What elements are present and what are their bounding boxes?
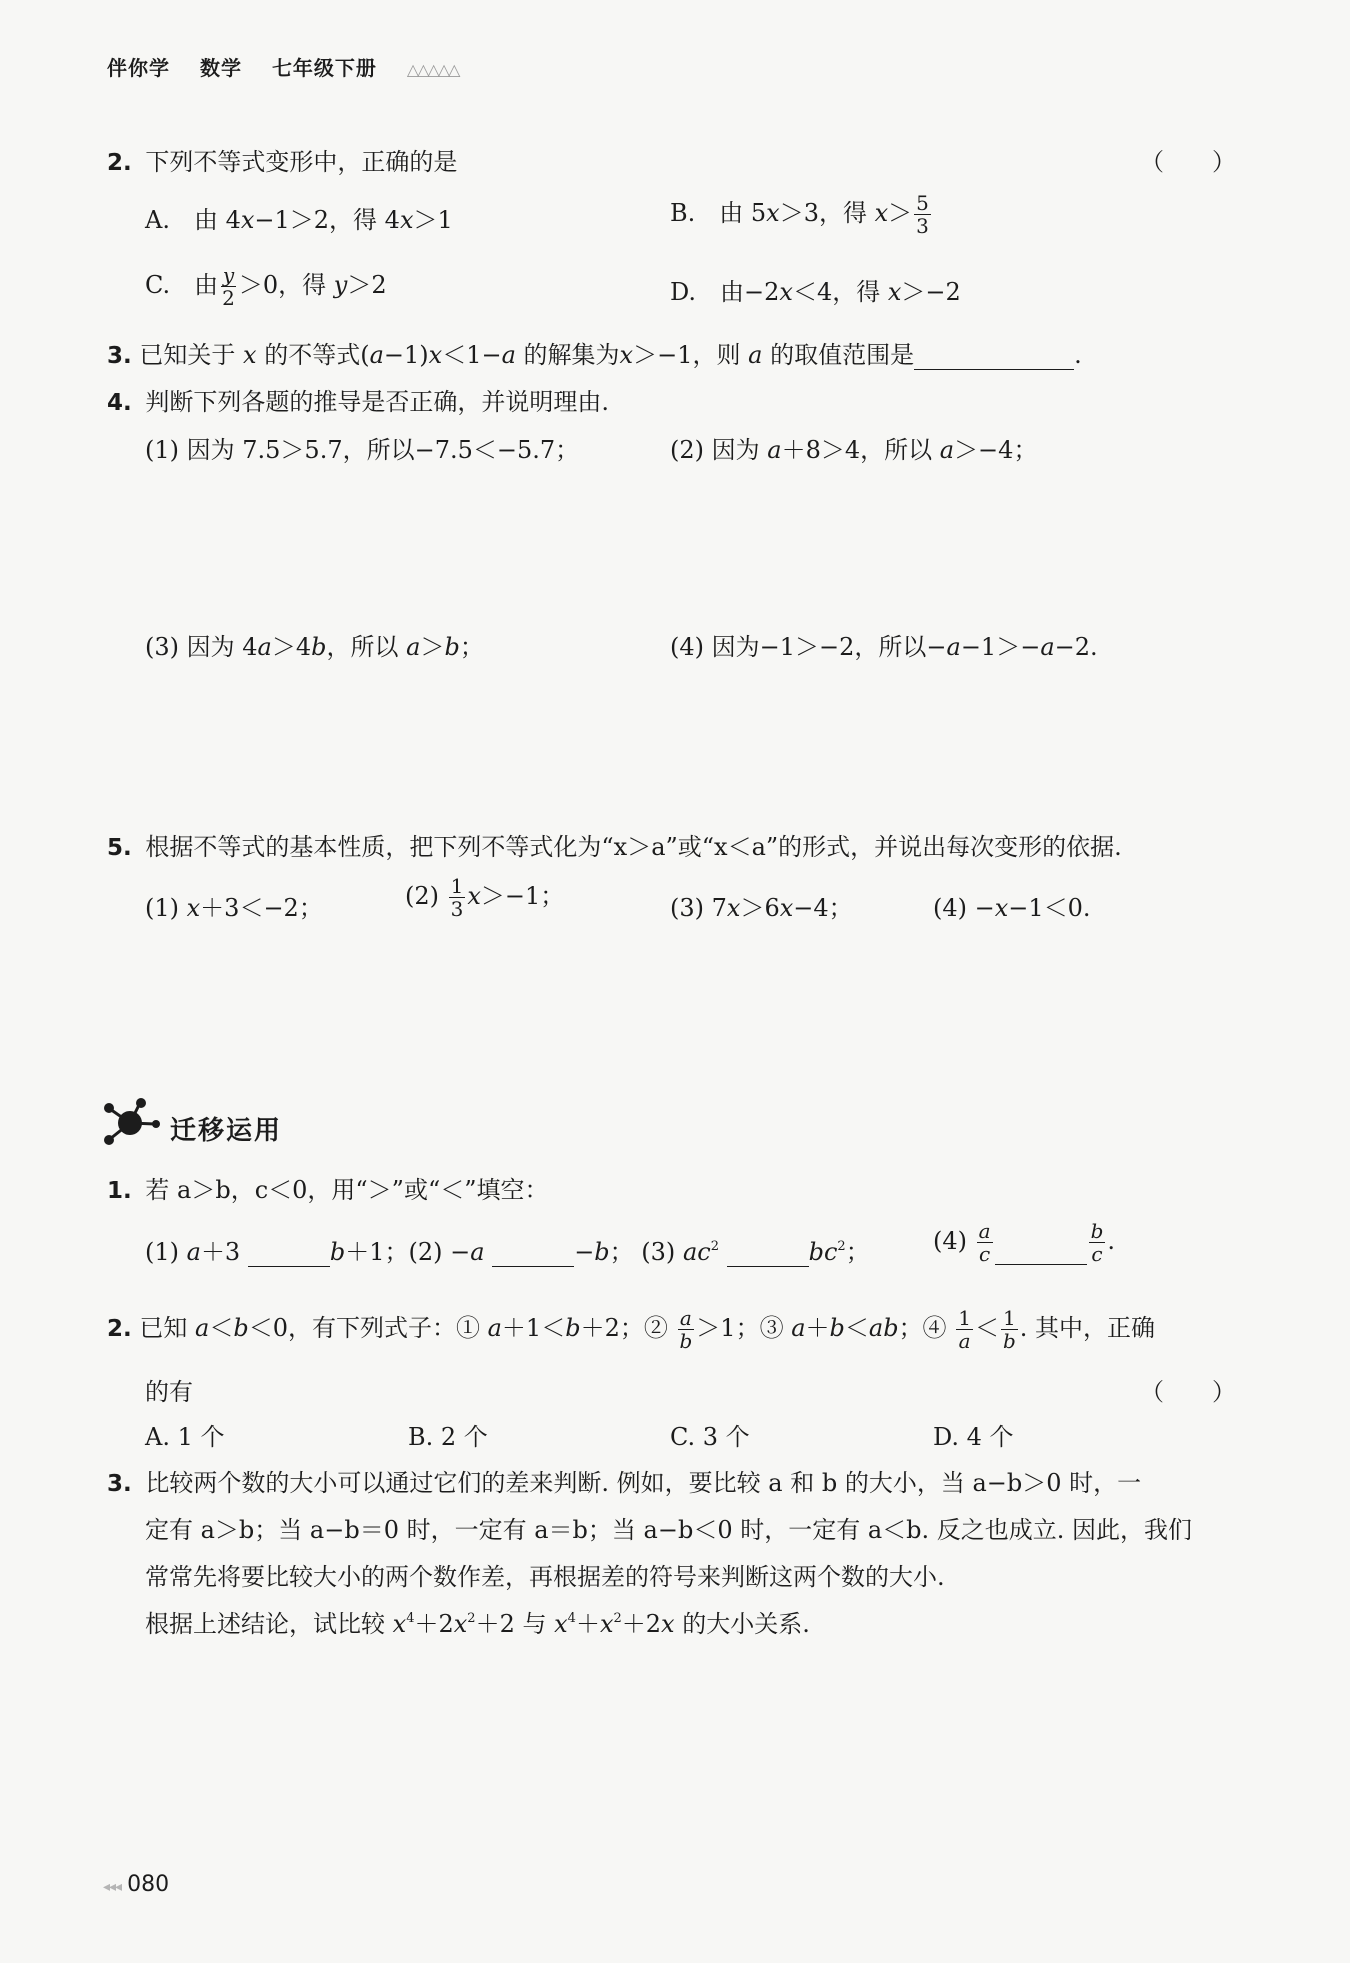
option-a: A. 由 4x−1＞2，得 4x＞1 [145, 206, 453, 234]
header-grade: 七年级下册 [271, 56, 377, 80]
question-number: 3. [107, 1471, 132, 1497]
q5-item-4: (4) −x−1＜0. [933, 894, 1091, 922]
fraction: $\frac{1}{3}$ [450, 874, 464, 921]
t2-continued: 的有 [145, 1378, 193, 1406]
header-subject: 数学 [199, 56, 242, 80]
t1-item-4: (4) $\frac{a}{c}$ $\frac{b}{c}$ . [933, 1219, 1116, 1266]
question-number: 2. [107, 1316, 132, 1342]
t2-option-c: C. 3 个 [670, 1423, 750, 1451]
paragraph-line: 定有 a＞b；当 a−b＝0 时，一定有 a＝b；当 a−b＜0 时，一定有 a＜b. 反之也成立. 因此，我们 [145, 1516, 1193, 1544]
arrow-icon: ◂◂◂ [103, 1879, 122, 1895]
molecule-icon [100, 1097, 162, 1147]
answer-blank[interactable] [727, 1240, 809, 1267]
difficulty-triangles: △△△△△ [406, 60, 459, 79]
question-number: 1. [107, 1178, 132, 1204]
running-header [107, 52, 480, 81]
paragraph-line: 比较两个数的大小可以通过它们的差来判断. 例如，要比较 a 和 b 的大小，当 a−b＞0 时，一 [145, 1469, 1142, 1497]
question-2 [107, 142, 457, 177]
answer-blank[interactable] [914, 343, 1074, 370]
fraction: $\frac{1}{b}$ [1002, 1306, 1016, 1353]
q3-text: 的不等式( [264, 341, 370, 369]
option-d: D. 由−2x＜4，得 x＞−2 [670, 278, 961, 306]
transfer-question-3 [107, 1463, 1141, 1498]
header-book: 伴你学 [107, 56, 170, 80]
t2-option-b: B. 2 个 [408, 1423, 488, 1451]
paragraph-line: 根据上述结论，试比较 $x^4+2x^2+2$ 与 $x^4+x^2+2x$ 的大小关系. [145, 1610, 810, 1638]
answer-blank[interactable] [995, 1238, 1087, 1265]
question-5 [107, 827, 1122, 862]
answer-blank[interactable] [492, 1240, 574, 1267]
q5-item-3: (3) 7x＞6x−4； [670, 894, 853, 922]
question-4 [107, 382, 609, 417]
question-stem: 若 a＞b，c＜0，用“＞”或“＜”填空： [145, 1176, 549, 1204]
option-c: C. 由 $\frac{y}{2}$ ＞0，得 y＞2 [145, 263, 387, 310]
q3-text: 的解集为 [523, 341, 620, 369]
question-stem: 下列不等式变形中，正确的是 [145, 148, 458, 176]
question-3: 3. 已知关于 x 的不等式(a−1)x＜1−a 的解集为x＞−1，则 a 的取值范围是 . [107, 341, 1082, 369]
t2-option-a: A. 1 个 [145, 1423, 225, 1451]
t2-option-d: D. 4 个 [933, 1423, 1014, 1451]
page-number-text: 080 [127, 1872, 170, 1897]
question-number: 4. [107, 390, 132, 416]
fraction: $\frac{y}{2}$ [222, 263, 235, 310]
q5-item-1: (1) x＋3＜−2； [145, 894, 323, 922]
q3-text: 的取值范围是 [770, 341, 915, 369]
t1-items: (1) a＋3 b＋1；(2) −a −b； (3) $ac^2$ $bc^2$； [145, 1238, 870, 1266]
question-number: 2. [107, 150, 132, 176]
transfer-question-2: 2. 已知 a＜b＜0，有下列式子：① a＋1＜b＋2；② $\frac{a}{b}$ ＞1；③ a＋b＜ab；④ $\frac{1}{a}$ ＜ $\frac{1}{b}$ . 其中，正确 [107, 1306, 1156, 1353]
option-b: B. 由 5x＞3，得 x＞ $\frac{5}{3}$ [670, 191, 929, 238]
q4-item-4: (4) 因为−1＞−2，所以−a−1＞−a−2. [670, 633, 1098, 661]
question-stem: 判断下列各题的推导是否正确，并说明理由. [145, 388, 610, 416]
section-title: 迁移运用 [170, 1116, 283, 1146]
answer-paren: （ ） [1140, 1378, 1236, 1406]
q5-item-2: (2) $\frac{1}{3}$ x＞−1； [405, 874, 565, 921]
fraction: $\frac{a}{c}$ [978, 1219, 991, 1266]
q4-item-1: (1) 因为 7.5＞5.7，所以−7.5＜−5.7； [145, 436, 580, 464]
q3-text: ，则 [692, 341, 741, 369]
answer-paren: （ ） [1140, 148, 1236, 176]
fraction: $\frac{a}{b}$ [679, 1306, 693, 1353]
paragraph-line: 常常先将要比较大小的两个数作差，再根据差的符号来判断这两个数的大小. [145, 1563, 945, 1591]
transfer-question-1 [107, 1170, 548, 1205]
q3-text: 已知关于 [139, 341, 236, 369]
fraction: $\frac{1}{a}$ [958, 1306, 971, 1353]
question-number: 5. [107, 835, 132, 861]
question-number: 3. [107, 343, 132, 369]
q4-item-3: (3) 因为 4a＞4b，所以 a＞b； [145, 633, 484, 661]
answer-blank[interactable] [248, 1240, 330, 1267]
q4-item-2: (2) 因为 a＋8＞4，所以 a＞−4； [670, 436, 1038, 464]
page-number [103, 1872, 169, 1897]
question-stem: 根据不等式的基本性质，把下列不等式化为“x＞a”或“x＜a”的形式，并说出每次变形的依据. [145, 833, 1122, 861]
fraction: $\frac{5}{3}$ [916, 191, 929, 238]
fraction: $\frac{b}{c}$ [1090, 1219, 1104, 1266]
